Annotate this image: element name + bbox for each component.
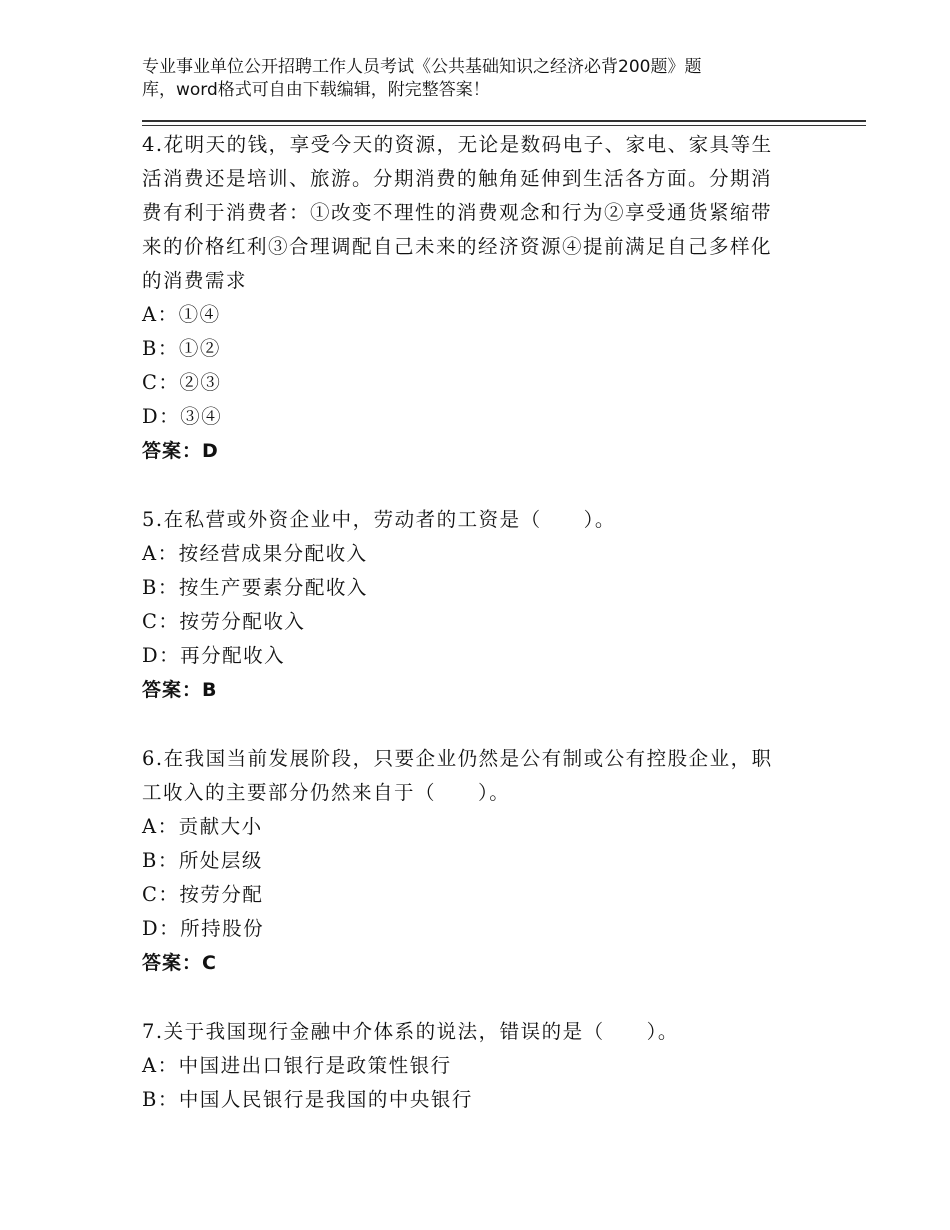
- option-d: D：③④: [142, 405, 223, 428]
- question-line: 的消费需求: [142, 269, 248, 292]
- question-block: [142, 1014, 802, 1117]
- option-b: B：所处层级: [142, 849, 263, 872]
- option-c: C：②③: [142, 371, 222, 394]
- answer-label: 答案：B: [142, 679, 218, 701]
- answer-label: 答案：D: [142, 440, 219, 462]
- header-divider-thin: [142, 125, 866, 126]
- option-a: A：中国进出口银行是政策性银行: [142, 1054, 452, 1077]
- question-line: 活消费还是培训、旅游。分期消费的触角延伸到生活各方面。分期消: [142, 167, 773, 190]
- option-b: B：按生产要素分配收入: [142, 576, 368, 599]
- question-block: [142, 502, 802, 707]
- header-divider-thick: [142, 120, 866, 122]
- spacer: [142, 707, 802, 741]
- question-line: 4.花明天的钱，享受今天的资源，无论是数码电子、家电、家具等生: [142, 133, 773, 156]
- question-text: [142, 1014, 802, 1049]
- question-line: 费有利于消费者：①改变不理性的消费观念和行为②享受通货紧缩带: [142, 201, 773, 224]
- question-block: [142, 127, 802, 468]
- option-d: D：所持股份: [142, 917, 265, 940]
- option-b: B：①②: [142, 337, 221, 360]
- answer-label: 答案：C: [142, 952, 217, 974]
- question-line: 工收入的主要部分仍然来自于（ ）。: [142, 781, 511, 804]
- option-b: B：中国人民银行是我国的中央银行: [142, 1088, 473, 1111]
- question-list: [142, 127, 802, 1117]
- option-a: A：①④: [142, 303, 221, 326]
- question-line: 5.在私营或外资企业中，劳动者的工资是（ ）。: [142, 508, 616, 531]
- question-line: 来的价格红利③合理调配自己未来的经济资源④提前满足自己多样化: [142, 235, 773, 258]
- spacer: [142, 980, 802, 1014]
- spacer: [142, 468, 802, 502]
- question-line: 7.关于我国现行金融中介体系的说法，错误的是（ ）。: [142, 1020, 679, 1043]
- header-line: 库，word格式可自由下载编辑，附完整答案！: [142, 80, 490, 100]
- option-a: A：贡献大小: [142, 815, 263, 838]
- option-a: A：按经营成果分配收入: [142, 542, 368, 565]
- header-line: 专业事业单位公开招聘工作人员考试《公共基础知识之经济必背200题》题: [142, 57, 702, 77]
- question-block: [142, 741, 802, 980]
- option-d: D：再分配收入: [142, 644, 286, 667]
- question-text: [142, 502, 802, 537]
- question-line: 6.在我国当前发展阶段，只要企业仍然是公有制或公有控股企业，职: [142, 747, 773, 770]
- option-c: C：按劳分配收入: [142, 610, 306, 633]
- question-text: [142, 741, 802, 810]
- option-c: C：按劳分配: [142, 883, 264, 906]
- question-text: [142, 127, 802, 298]
- document-header: [142, 56, 782, 102]
